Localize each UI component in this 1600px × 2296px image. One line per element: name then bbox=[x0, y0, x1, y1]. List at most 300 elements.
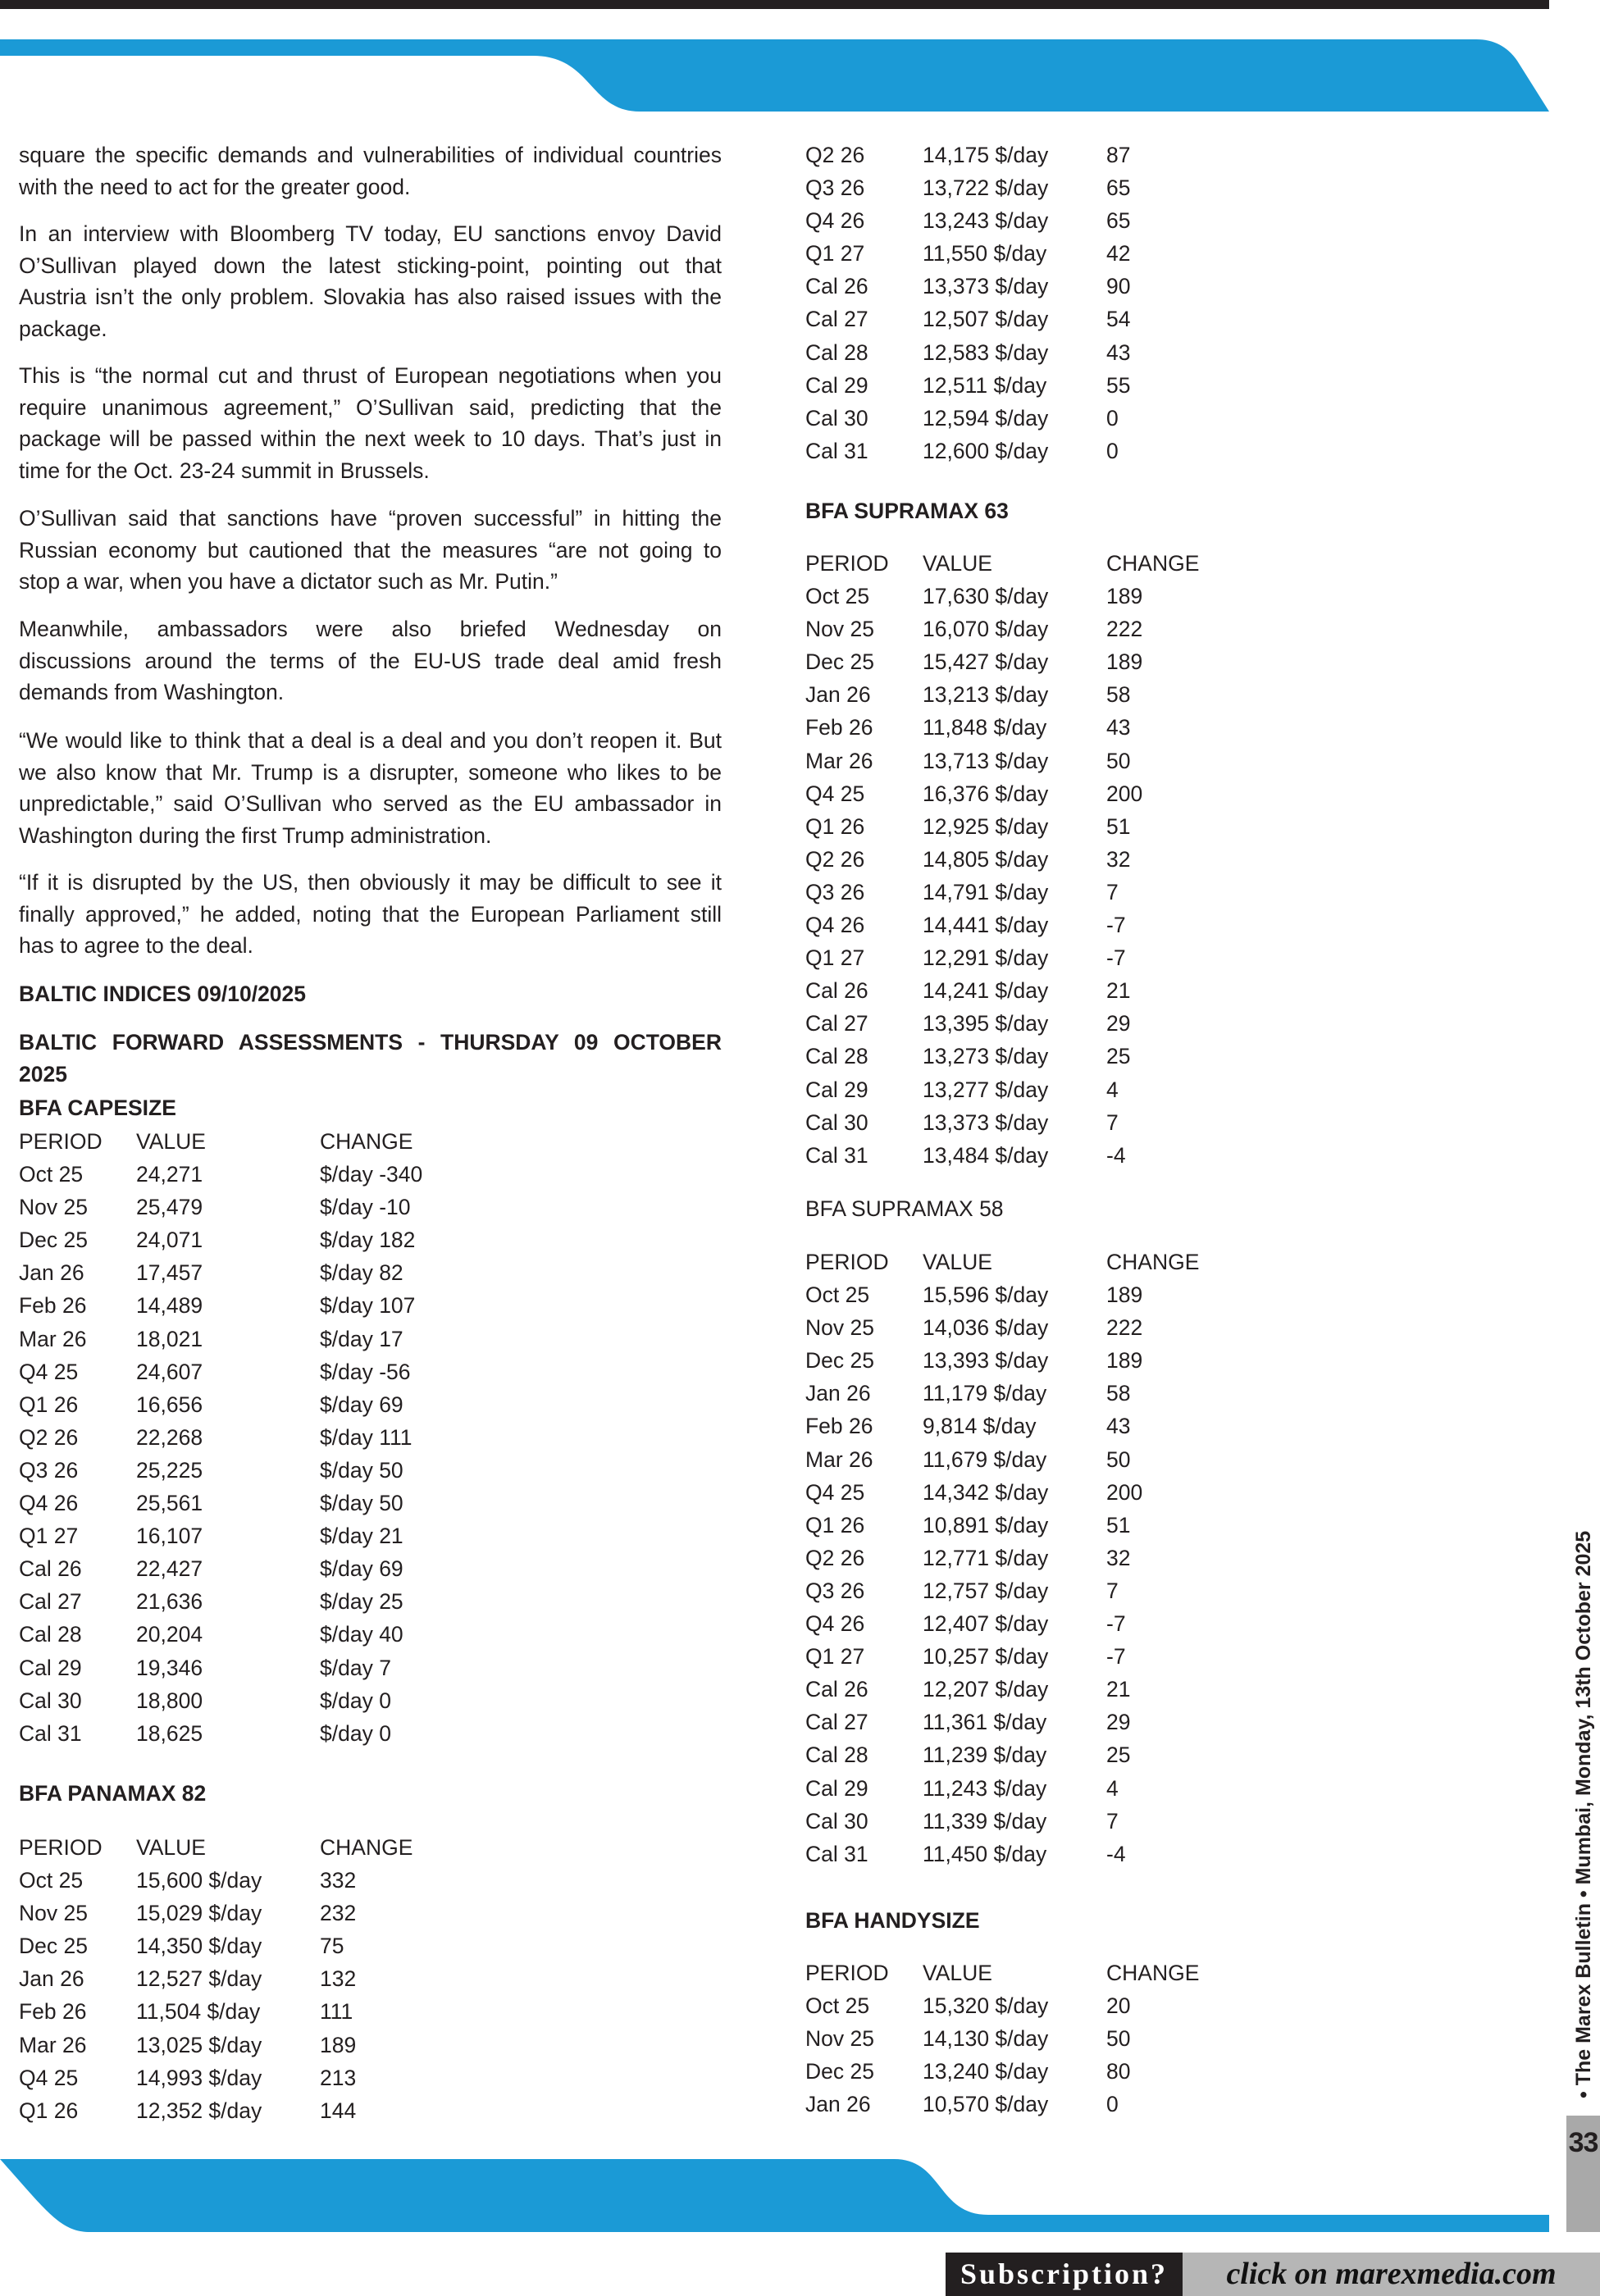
change-cell: 4 bbox=[1106, 1077, 1119, 1102]
value-cell: 22,268 bbox=[136, 1424, 203, 1450]
table-row bbox=[805, 1040, 1508, 1073]
text-line: package. bbox=[19, 317, 107, 342]
value-cell: 16,070 $/day bbox=[923, 617, 1049, 642]
change-cell: 7 bbox=[1106, 1578, 1119, 1603]
change-cell: 65 bbox=[1106, 208, 1131, 234]
period-cell: Cal 28 bbox=[805, 1742, 868, 1768]
period-cell: Cal 27 bbox=[805, 1011, 868, 1036]
table-row bbox=[805, 810, 1508, 843]
table-row bbox=[19, 1355, 722, 1388]
value-cell: 12,511 $/day bbox=[923, 372, 1047, 398]
change-cell: -7 bbox=[1106, 945, 1126, 971]
change-cell: $/day 82 bbox=[320, 1260, 403, 1286]
table-row bbox=[19, 1223, 722, 1256]
table-row bbox=[19, 1289, 722, 1322]
table-row bbox=[805, 1772, 1508, 1805]
period-cell: Cal 30 bbox=[805, 1808, 868, 1834]
table-row bbox=[805, 303, 1508, 335]
period-cell: Q1 27 bbox=[19, 1524, 79, 1549]
value-cell: 15,320 $/day bbox=[923, 1993, 1049, 2019]
table-row bbox=[19, 2061, 722, 2094]
period-cell: Nov 25 bbox=[805, 2026, 874, 2052]
table-row bbox=[805, 1574, 1508, 1607]
period-cell: Feb 26 bbox=[805, 1414, 873, 1439]
period-cell: Q3 26 bbox=[805, 879, 865, 904]
value-cell: 18,021 bbox=[136, 1326, 203, 1351]
change-cell: 50 bbox=[1106, 748, 1131, 773]
value-cell: 15,427 $/day bbox=[923, 649, 1049, 675]
subscription-label: Subscription? bbox=[946, 2253, 1183, 2296]
value-cell: 24,071 bbox=[136, 1228, 203, 1253]
text-line: finally approved,” he added, noting that the European Parliament still bbox=[19, 901, 722, 927]
change-cell: $/day 0 bbox=[320, 1720, 391, 1746]
period-cell: Q1 26 bbox=[19, 2098, 79, 2123]
change-header: CHANGE bbox=[1106, 1961, 1200, 1985]
change-cell: 0 bbox=[1106, 405, 1119, 430]
value-cell: 12,583 $/day bbox=[923, 339, 1049, 365]
period-cell: Nov 25 bbox=[19, 1195, 88, 1220]
table-row bbox=[19, 1519, 722, 1552]
period-cell: Dec 25 bbox=[19, 1228, 88, 1253]
table-row bbox=[19, 1388, 722, 1421]
period-cell: Jan 26 bbox=[805, 1381, 871, 1406]
table-row bbox=[805, 2088, 1508, 2121]
change-cell: 32 bbox=[1106, 1545, 1131, 1570]
table-row bbox=[805, 1989, 1508, 2022]
value-cell: 22,427 bbox=[136, 1556, 203, 1582]
change-cell: 0 bbox=[1106, 438, 1119, 463]
value-header: VALUE bbox=[136, 1129, 206, 1154]
table-header-row bbox=[19, 1831, 722, 1864]
table-row bbox=[805, 745, 1508, 777]
table-row bbox=[19, 1158, 722, 1191]
table-row bbox=[19, 1552, 722, 1585]
text-line: BALTIC FORWARD ASSESSMENTS - THURSDAY 09 OCTOBER bbox=[19, 1030, 722, 1055]
change-cell: $/day 17 bbox=[320, 1326, 403, 1351]
period-cell: Q4 25 bbox=[805, 781, 865, 806]
value-cell: 12,291 $/day bbox=[923, 945, 1049, 971]
period-cell: Cal 28 bbox=[805, 339, 868, 365]
change-cell: $/day 7 bbox=[320, 1655, 391, 1680]
table-row bbox=[19, 1585, 722, 1618]
table-row bbox=[805, 1443, 1508, 1476]
change-cell: $/day -340 bbox=[320, 1162, 423, 1187]
panamax-82-table bbox=[19, 1831, 722, 2127]
value-header: VALUE bbox=[136, 1835, 206, 1860]
capesize-table bbox=[19, 1125, 722, 1750]
period-cell: Oct 25 bbox=[805, 1993, 870, 2019]
value-cell: 17,457 bbox=[136, 1260, 203, 1286]
table-row bbox=[19, 1897, 722, 1929]
change-cell: 25 bbox=[1106, 1044, 1131, 1069]
article-paragraph bbox=[19, 139, 722, 203]
change-cell: -7 bbox=[1106, 1611, 1126, 1637]
value-cell: 14,241 $/day bbox=[923, 978, 1049, 1004]
period-cell: Q4 26 bbox=[805, 208, 865, 234]
table-row bbox=[19, 1864, 722, 1897]
value-cell: 11,679 $/day bbox=[923, 1446, 1047, 1472]
value-cell: 16,376 $/day bbox=[923, 781, 1049, 806]
table-row bbox=[805, 645, 1508, 678]
supramax-63-table bbox=[805, 547, 1508, 1172]
value-cell: 20,204 bbox=[136, 1622, 203, 1647]
period-cell: Q1 27 bbox=[805, 241, 865, 266]
period-cell: Q2 26 bbox=[19, 1424, 79, 1450]
website-link[interactable]: click on marexmedia.com bbox=[1183, 2253, 1600, 2296]
value-cell: 15,029 $/day bbox=[136, 1901, 262, 1926]
period-header: PERIOD bbox=[805, 1250, 889, 1274]
value-cell: 14,175 $/day bbox=[923, 143, 1049, 167]
article-paragraph bbox=[19, 613, 722, 708]
period-cell: Q1 26 bbox=[19, 1392, 79, 1417]
text-line: Meanwhile, ambassadors were also briefed Wednesday on bbox=[19, 617, 722, 641]
change-cell: $/day 25 bbox=[320, 1589, 403, 1615]
value-cell: 14,130 $/day bbox=[923, 2026, 1049, 2052]
change-cell: 189 bbox=[1106, 1282, 1143, 1308]
period-cell: Q4 25 bbox=[19, 1359, 79, 1384]
change-cell: 7 bbox=[1106, 1109, 1119, 1135]
value-cell: 12,594 $/day bbox=[923, 405, 1049, 430]
period-cell: Q3 26 bbox=[805, 175, 865, 201]
period-cell: Cal 29 bbox=[805, 1077, 868, 1102]
value-cell: 14,805 $/day bbox=[923, 846, 1049, 872]
period-cell: Q1 26 bbox=[805, 813, 865, 839]
text-line: stop a war, when you have a dictator such as Mr. Putin.” bbox=[19, 569, 558, 594]
period-cell: Q1 27 bbox=[805, 945, 865, 971]
period-cell: Cal 29 bbox=[19, 1655, 82, 1680]
table-row bbox=[19, 1256, 722, 1289]
value-cell: 12,507 $/day bbox=[923, 307, 1049, 332]
value-cell: 15,600 $/day bbox=[136, 1868, 262, 1893]
value-cell: 24,271 bbox=[136, 1162, 203, 1187]
period-cell: Cal 30 bbox=[805, 1109, 868, 1135]
value-cell: 16,107 bbox=[136, 1524, 203, 1549]
period-cell: Cal 26 bbox=[805, 274, 868, 299]
change-cell: 144 bbox=[320, 2098, 357, 2123]
value-cell: 10,570 $/day bbox=[923, 2092, 1049, 2117]
period-cell: Q3 26 bbox=[19, 1457, 79, 1483]
table-row bbox=[805, 580, 1508, 613]
change-cell: $/day 69 bbox=[320, 1556, 403, 1582]
table-row bbox=[805, 1509, 1508, 1542]
change-cell: 50 bbox=[1106, 1446, 1131, 1472]
article-paragraph bbox=[19, 218, 722, 345]
text-line: O’Sullivan played down the latest sticking-point, pointing out that bbox=[19, 253, 722, 278]
period-cell: Oct 25 bbox=[805, 1282, 870, 1308]
period-cell: Q4 25 bbox=[805, 1479, 865, 1505]
change-cell: 51 bbox=[1106, 813, 1131, 839]
value-cell: 10,891 $/day bbox=[923, 1512, 1049, 1538]
value-header: VALUE bbox=[923, 1961, 992, 1985]
value-cell: 25,225 bbox=[136, 1457, 203, 1483]
period-cell: Oct 25 bbox=[19, 1162, 84, 1187]
text-line: Russian economy but cautioned that the measures “are not going to bbox=[19, 537, 722, 563]
period-cell: Cal 29 bbox=[805, 372, 868, 398]
supramax-58-table bbox=[805, 1246, 1508, 1870]
table-header-row bbox=[805, 1957, 1508, 1989]
change-header: CHANGE bbox=[1106, 551, 1200, 576]
period-cell: Feb 26 bbox=[19, 1293, 87, 1319]
change-cell: 222 bbox=[1106, 617, 1143, 642]
forward-assessments-heading bbox=[19, 1027, 722, 1090]
change-cell: 189 bbox=[1106, 649, 1143, 675]
table-row bbox=[805, 941, 1508, 974]
table-row bbox=[19, 1323, 722, 1355]
text-line: discussions around the terms of the EU-US trade deal amid fresh bbox=[19, 648, 722, 673]
value-cell: 14,993 $/day bbox=[136, 2065, 262, 2090]
change-cell: $/day 111 bbox=[320, 1424, 413, 1450]
period-cell: Cal 31 bbox=[805, 1841, 868, 1866]
table-row bbox=[805, 1673, 1508, 1706]
table-row bbox=[19, 2094, 722, 2127]
value-cell: 13,395 $/day bbox=[923, 1011, 1049, 1036]
change-cell: 0 bbox=[1106, 2092, 1119, 2117]
table-row bbox=[805, 1805, 1508, 1838]
table-row bbox=[805, 711, 1508, 744]
period-cell: Cal 27 bbox=[805, 1710, 868, 1735]
period-cell: Mar 26 bbox=[19, 1326, 87, 1351]
period-cell: Cal 31 bbox=[19, 1720, 82, 1746]
table-row bbox=[19, 1995, 722, 2028]
value-cell: 14,791 $/day bbox=[923, 879, 1049, 904]
period-cell: Oct 25 bbox=[805, 584, 870, 609]
table-row bbox=[805, 613, 1508, 645]
change-cell: 7 bbox=[1106, 879, 1119, 904]
text-line: demands from Washington. bbox=[19, 680, 285, 705]
table-row bbox=[19, 1454, 722, 1487]
value-cell: 12,771 $/day bbox=[923, 1545, 1049, 1570]
value-cell: 19,346 bbox=[136, 1655, 203, 1680]
period-cell: Dec 25 bbox=[805, 649, 874, 675]
change-cell: 55 bbox=[1106, 372, 1131, 398]
value-cell: 14,342 $/day bbox=[923, 1479, 1049, 1505]
change-cell: 21 bbox=[1106, 1677, 1131, 1702]
article-paragraph bbox=[19, 867, 722, 962]
period-cell: Cal 26 bbox=[805, 1677, 868, 1702]
table-row bbox=[805, 1344, 1508, 1377]
table-row bbox=[19, 2029, 722, 2061]
value-cell: 11,243 $/day bbox=[923, 1775, 1047, 1801]
table-row bbox=[805, 876, 1508, 909]
change-cell: 21 bbox=[1106, 978, 1131, 1004]
value-cell: 13,373 $/day bbox=[923, 1109, 1049, 1135]
value-cell: 13,713 $/day bbox=[923, 748, 1049, 773]
table-row bbox=[805, 1377, 1508, 1410]
change-header: CHANGE bbox=[1106, 1250, 1200, 1274]
table-row bbox=[19, 1191, 722, 1223]
text-line: time for the Oct. 23-24 summit in Brussels. bbox=[19, 458, 430, 484]
table-row bbox=[805, 1640, 1508, 1673]
table-row bbox=[805, 369, 1508, 402]
period-cell: Jan 26 bbox=[19, 1260, 84, 1286]
supramax-58-title: BFA SUPRAMAX 58 bbox=[805, 1196, 1004, 1221]
value-cell: 11,361 $/day bbox=[923, 1710, 1047, 1735]
change-cell: $/day 0 bbox=[320, 1688, 391, 1713]
change-cell: 20 bbox=[1106, 1993, 1131, 2019]
change-cell: $/day 182 bbox=[320, 1228, 416, 1253]
period-cell: Cal 28 bbox=[19, 1622, 82, 1647]
text-line: 2025 bbox=[19, 1061, 67, 1086]
change-cell: 232 bbox=[320, 1901, 357, 1926]
table-row bbox=[805, 843, 1508, 876]
change-cell: $/day 69 bbox=[320, 1392, 403, 1417]
period-cell: Jan 26 bbox=[19, 1966, 84, 1992]
period-cell: Mar 26 bbox=[805, 748, 873, 773]
table-row bbox=[19, 1618, 722, 1651]
change-cell: 58 bbox=[1106, 682, 1131, 708]
panamax-82-table-continued bbox=[805, 139, 1508, 467]
article-paragraph bbox=[19, 503, 722, 598]
period-cell: Cal 31 bbox=[805, 1142, 868, 1168]
value-cell: 13,373 $/day bbox=[923, 274, 1049, 299]
value-cell: 11,848 $/day bbox=[923, 715, 1047, 740]
period-cell: Nov 25 bbox=[805, 1315, 874, 1341]
change-cell: 189 bbox=[1106, 584, 1143, 609]
footer-wave-shape bbox=[0, 2159, 1549, 2232]
value-cell: 12,527 $/day bbox=[136, 1966, 262, 1992]
period-header: PERIOD bbox=[19, 1129, 103, 1154]
change-cell: -4 bbox=[1106, 1841, 1126, 1866]
text-line: In an interview with Bloomberg TV today, EU sanctions envoy David bbox=[19, 221, 722, 246]
table-header-row bbox=[19, 1125, 722, 1158]
article-paragraph bbox=[19, 360, 722, 487]
change-cell: 29 bbox=[1106, 1011, 1131, 1036]
value-cell: 25,479 bbox=[136, 1195, 203, 1220]
change-cell: 111 bbox=[320, 1999, 353, 2025]
value-cell: 17,630 $/day bbox=[923, 584, 1049, 609]
change-cell: 189 bbox=[320, 2032, 357, 2057]
change-cell: -4 bbox=[1106, 1142, 1126, 1168]
table-row bbox=[19, 1962, 722, 1995]
period-cell: Mar 26 bbox=[805, 1446, 873, 1472]
value-cell: 14,036 $/day bbox=[923, 1315, 1049, 1341]
period-cell: Oct 25 bbox=[19, 1868, 84, 1893]
change-cell: 43 bbox=[1106, 715, 1131, 740]
period-cell: Q2 26 bbox=[805, 846, 865, 872]
value-cell: 11,450 $/day bbox=[923, 1841, 1047, 1866]
value-cell: 16,656 bbox=[136, 1392, 203, 1417]
change-header: CHANGE bbox=[320, 1835, 413, 1860]
value-cell: 12,352 $/day bbox=[136, 2098, 262, 2123]
table-row bbox=[805, 1410, 1508, 1442]
value-cell: 14,441 $/day bbox=[923, 913, 1049, 938]
period-cell: Cal 27 bbox=[19, 1589, 82, 1615]
table-row bbox=[805, 171, 1508, 204]
change-cell: 29 bbox=[1106, 1710, 1131, 1735]
period-cell: Nov 25 bbox=[19, 1901, 88, 1926]
page-number: 33 bbox=[1568, 2127, 1598, 2158]
value-cell: 13,393 $/day bbox=[923, 1348, 1049, 1374]
text-line: O’Sullivan said that sanctions have “proven successful” in hitting the bbox=[19, 506, 722, 531]
value-header: VALUE bbox=[923, 1250, 992, 1274]
value-cell: 18,800 bbox=[136, 1688, 203, 1713]
text-line: square the specific demands and vulnerabilities of individual countries bbox=[19, 143, 722, 167]
table-header-row bbox=[805, 547, 1508, 580]
change-cell: 80 bbox=[1106, 2059, 1131, 2084]
value-cell: 24,607 bbox=[136, 1359, 203, 1384]
value-cell: 13,243 $/day bbox=[923, 208, 1049, 234]
change-cell: 189 bbox=[1106, 1348, 1143, 1374]
table-row bbox=[805, 1706, 1508, 1738]
change-cell: 332 bbox=[320, 1868, 357, 1893]
value-cell: 13,722 $/day bbox=[923, 175, 1049, 201]
panamax-82-title: BFA PANAMAX 82 bbox=[19, 1781, 207, 1806]
period-cell: Q4 26 bbox=[19, 1491, 79, 1516]
handysize-table bbox=[805, 1957, 1508, 2121]
value-cell: 13,273 $/day bbox=[923, 1044, 1049, 1069]
text-line: has to agree to the deal. bbox=[19, 933, 253, 959]
change-cell: 222 bbox=[1106, 1315, 1143, 1341]
table-row bbox=[805, 1007, 1508, 1040]
table-row bbox=[805, 2022, 1508, 2055]
table-row bbox=[805, 1139, 1508, 1172]
value-cell: 13,240 $/day bbox=[923, 2059, 1049, 2084]
period-cell: Mar 26 bbox=[19, 2032, 87, 2057]
table-row bbox=[805, 1838, 1508, 1870]
change-cell: $/day 50 bbox=[320, 1491, 403, 1516]
period-cell: Jan 26 bbox=[805, 2092, 871, 2117]
period-cell: Q1 27 bbox=[805, 1644, 865, 1670]
change-cell: 200 bbox=[1106, 781, 1143, 806]
text-line: require unanimous agreement,” O’Sullivan said, predicting that the bbox=[19, 394, 722, 420]
change-cell: 213 bbox=[320, 2065, 357, 2090]
value-cell: 12,207 $/day bbox=[923, 1677, 1049, 1702]
value-cell: 11,179 $/day bbox=[923, 1381, 1047, 1406]
value-cell: 14,350 $/day bbox=[136, 1934, 262, 1959]
value-cell: 11,550 $/day bbox=[923, 241, 1047, 266]
period-cell: Cal 29 bbox=[805, 1775, 868, 1801]
change-cell: 65 bbox=[1106, 175, 1131, 201]
period-header: PERIOD bbox=[19, 1835, 103, 1860]
value-cell: 11,504 $/day bbox=[136, 1999, 261, 2025]
change-cell: 50 bbox=[1106, 2026, 1131, 2052]
period-cell: Q4 26 bbox=[805, 1611, 865, 1637]
period-header: PERIOD bbox=[805, 551, 889, 576]
value-cell: 12,600 $/day bbox=[923, 438, 1049, 463]
value-header: VALUE bbox=[923, 551, 992, 576]
value-cell: 25,561 bbox=[136, 1491, 203, 1516]
change-cell: 4 bbox=[1106, 1775, 1119, 1801]
change-cell: $/day 50 bbox=[320, 1457, 403, 1483]
table-row bbox=[805, 2055, 1508, 2088]
value-cell: 11,339 $/day bbox=[923, 1808, 1047, 1834]
period-header: PERIOD bbox=[805, 1961, 889, 1985]
header-wave bbox=[0, 0, 1600, 123]
change-cell: 87 bbox=[1106, 143, 1131, 167]
period-cell: Cal 27 bbox=[805, 307, 868, 332]
value-cell: 21,636 bbox=[136, 1589, 203, 1615]
table-row bbox=[805, 1278, 1508, 1311]
value-cell: 13,484 $/day bbox=[923, 1142, 1049, 1168]
period-cell: Cal 28 bbox=[805, 1044, 868, 1069]
value-cell: 9,814 $/day bbox=[923, 1414, 1037, 1439]
change-cell: -7 bbox=[1106, 913, 1126, 938]
baltic-indices-heading: BALTIC INDICES 09/10/2025 bbox=[19, 982, 307, 1006]
change-cell: 132 bbox=[320, 1966, 357, 1992]
table-row bbox=[19, 1684, 722, 1717]
table-row bbox=[805, 435, 1508, 467]
change-header: CHANGE bbox=[320, 1129, 413, 1154]
period-cell: Cal 31 bbox=[805, 438, 868, 463]
value-cell: 13,277 $/day bbox=[923, 1077, 1049, 1102]
article-paragraph bbox=[19, 725, 722, 852]
value-cell: 12,757 $/day bbox=[923, 1578, 1049, 1603]
value-cell: 14,489 bbox=[136, 1293, 203, 1319]
text-line: “We would like to think that a deal is a deal and you don’t reopen it. But bbox=[19, 728, 722, 753]
capesize-title: BFA CAPESIZE bbox=[19, 1096, 176, 1120]
supramax-63-title: BFA SUPRAMAX 63 bbox=[805, 499, 1009, 523]
change-cell: 200 bbox=[1106, 1479, 1143, 1505]
